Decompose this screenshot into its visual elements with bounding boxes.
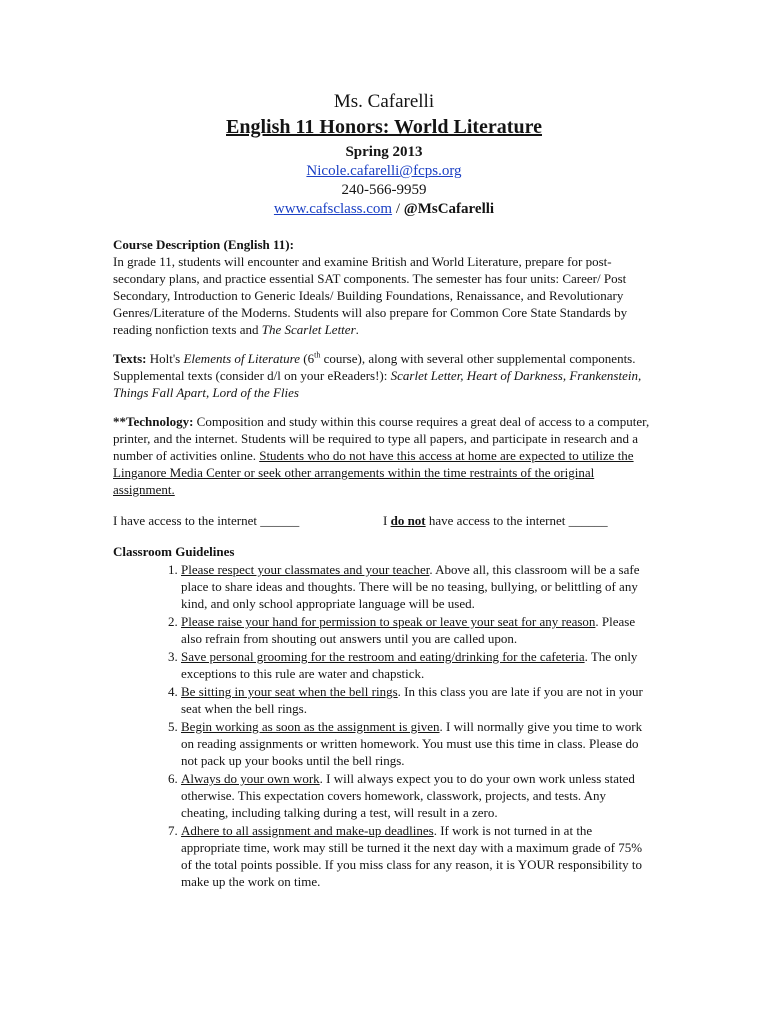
- course-description-text: In grade 11, students will encounter and examine British and World Literature, prepare for post-secondary plans, and practice essential SAT components. The semester has four units: Career/ Post Secondary, Introduction to Generic Ideals/ Building Foundations, Renaissance, and Revolutionary Genres/Literature of the Moderns. Students will also prepare for Common Core State Standards by reading nonfiction texts and The Scarlet Letter.: [113, 254, 628, 337]
- has-access-line[interactable]: I have access to the internet ______: [113, 513, 300, 528]
- term: Spring 2013: [345, 144, 423, 160]
- course-description: [113, 236, 653, 338]
- texts-label: Texts:: [113, 351, 147, 366]
- course-title: English 11 Honors: World Literature: [226, 116, 542, 138]
- web-line: [0, 200, 768, 219]
- internet-access-row: [113, 512, 653, 529]
- syllabus-header: [0, 90, 768, 219]
- guideline-item: 1. Please respect your classmates and your teacher. Above all, this classroom will be a safe place to share ideas and thoughts. There will be no teasing, bullying, or belittling of any kind, and only school appropriate language will be used.: [181, 561, 653, 612]
- guideline-item: 7. Adhere to all assignment and make-up deadlines. If work is not turned in at the appropriate time, work may still be turned it the next day with a maximum grade of 75% of the total points possible. If you miss class for any reason, it is YOUR responsibility to make up the work on time.: [181, 822, 653, 890]
- guideline-item: 3. Save personal grooming for the restroom and eating/drinking for the cafeteria. The only exceptions to this rule are water and chapstick.: [181, 648, 653, 682]
- textbook-title: Elements of Literature: [183, 351, 300, 366]
- technology-section: **Technology: Composition and study within this course requires a great deal of access to a computer, printer, and the internet. Students will be required to type all papers, and participate in research and a number of activities online. Students who do not have this access at home are expected to utilize the Linganore Media Center or seek other arrangements within the time restraints of the original assignment.: [113, 414, 650, 497]
- phone-number: 240-566-9959: [341, 182, 427, 198]
- technology-requirement: Students who do not have this access at home are expected to utilize the Linganore Media Center or seek other arrangements within the time restraints of the original assignment.: [113, 448, 634, 497]
- social-handle: @MsCafarelli: [403, 201, 495, 217]
- supplemental-list: Scarlet Letter, Heart of Darkness, Frankenstein, Things Fall Apart, Lord of the Flies: [113, 368, 642, 400]
- guidelines-title: Classroom Guidelines: [113, 544, 235, 559]
- separator: /: [392, 201, 404, 217]
- book-title: The Scarlet Letter: [261, 322, 356, 337]
- guideline-item: 2. Please raise your hand for permission to speak or leave your seat for any reason. Please also refrain from shouting out answers until you are called upon.: [181, 613, 653, 647]
- syllabus-body: [113, 236, 653, 891]
- no-access-line[interactable]: I do not have access to the internet ______: [383, 513, 608, 528]
- guideline-item: 4. Be sitting in your seat when the bell rings. In this class you are late if you are not in your seat when the bell rings.: [181, 683, 653, 717]
- guidelines-list: [113, 561, 653, 890]
- course-description-title: Course Description (English 11):: [113, 237, 294, 252]
- email-link[interactable]: Nicole.cafarelli@fcps.org: [306, 163, 462, 179]
- teacher-name: Ms. Cafarelli: [333, 91, 435, 112]
- guideline-item: 6. Always do your own work. I will always expect you to do your own work unless stated otherwise. This expectation covers homework, classwork, projects, and tests. Any cheating, including talking during a test, will result in a zero.: [181, 770, 653, 821]
- classroom-guidelines: [113, 543, 653, 890]
- technology-label: **Technology:: [113, 414, 194, 429]
- texts-section: Texts: Holt's Elements of Literature (6th course), along with several other supplemental components. Supplemental texts (consider d/l on your eReaders!): Scarlet Letter, Heart of Darkness, Frankenstein, Things Fall Apart, Lord of the Flies: [113, 350, 642, 400]
- guideline-item: 5. Begin working as soon as the assignment is given. I will normally give you time to work on reading assignments or written homework. You must use this time in class. Please do not pack up your books until the bell rings.: [181, 718, 653, 769]
- website-link[interactable]: www.cafsclass.com: [273, 201, 393, 217]
